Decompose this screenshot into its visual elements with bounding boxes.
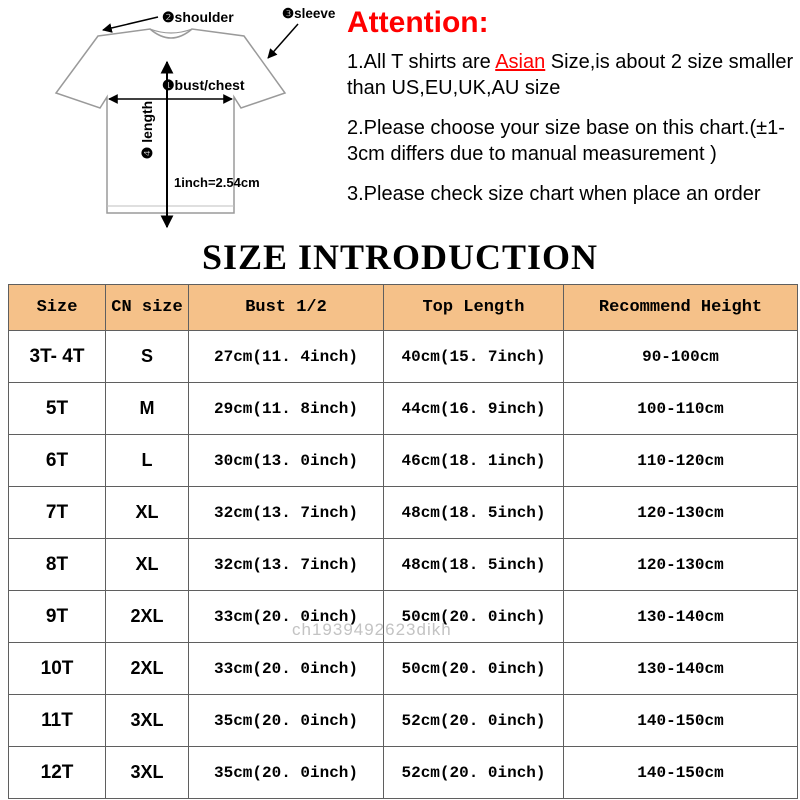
table-cell: 130-140cm [564,591,798,643]
size-table [8,284,798,799]
table-cell: 140-150cm [564,695,798,747]
table-cell: 7T [9,487,106,539]
table-cell: 140-150cm [564,747,798,799]
table-header-cell: CN size [106,285,189,331]
table-cell: 130-140cm [564,643,798,695]
table-cell: 10T [9,643,106,695]
table-cell: 2XL [106,591,189,643]
table-cell: 12T [9,747,106,799]
table-cell: 35cm(20. 0inch) [189,695,384,747]
table-cell: L [106,435,189,487]
table-cell: 52cm(20. 0inch) [384,695,564,747]
table-cell: 50cm(20. 0inch) [384,591,564,643]
table-cell: 2XL [106,643,189,695]
shoulder-label: ❷shoulder [162,9,234,25]
table-cell: XL [106,487,189,539]
table-cell: 9T [9,591,106,643]
table-cell: 110-120cm [564,435,798,487]
table-cell: M [106,383,189,435]
table-header-cell: Size [9,285,106,331]
conversion-note: 1inch=2.54cm [174,175,260,190]
table-header-cell: Bust 1/2 [189,285,384,331]
table-cell: 44cm(16. 9inch) [384,383,564,435]
length-label: ❹ length [139,100,155,160]
table-cell: 35cm(20. 0inch) [189,747,384,799]
sleeve-label: ❸sleeve [282,6,336,21]
table-row [9,695,798,747]
table-row [9,435,798,487]
table-cell: 6T [9,435,106,487]
bust-label: ❶bust/chest [162,77,245,93]
table-cell: 5T [9,383,106,435]
table-cell: 11T [9,695,106,747]
table-cell: 52cm(20. 0inch) [384,747,564,799]
table-cell: 100-110cm [564,383,798,435]
table-row [9,383,798,435]
table-cell: 3T- 4T [9,331,106,383]
attention-point-1-suffix: Size,is about 2 size smaller than US,EU,UK,AU size [347,51,794,99]
table-header-cell: Recommend Height [564,285,798,331]
attention-point-2: 2.Please choose your size base on this chart.(±1-3cm differs due to manual measurement ) [347,117,785,165]
asian-size-highlight: Asian [495,51,546,73]
table-header-row [9,285,798,331]
table-cell: 30cm(13. 0inch) [189,435,384,487]
table-header-cell: Top Length [384,285,564,331]
table-cell: 90-100cm [564,331,798,383]
table-cell: 32cm(13. 7inch) [189,539,384,591]
table-cell: S [106,331,189,383]
attention-point-1 [347,50,797,101]
table-cell: 48cm(18. 5inch) [384,539,564,591]
watermark-text: ch1939492623dikh [292,620,452,639]
table-cell: 33cm(20. 0inch) [189,591,384,643]
table-cell: 3XL [106,695,189,747]
table-cell: 46cm(18. 1inch) [384,435,564,487]
table-row [9,643,798,695]
table-cell: 120-130cm [564,487,798,539]
attention-point-3: 3.Please check size chart when place an order [347,183,761,206]
table-cell: XL [106,539,189,591]
table-row [9,591,798,643]
table-cell: 8T [9,539,106,591]
table-row [9,331,798,383]
table-cell: 3XL [106,747,189,799]
table-cell: 40cm(15. 7inch) [384,331,564,383]
attention-point-1-prefix: 1.All T shirts are [347,51,496,73]
attention-block [347,4,797,223]
tshirt-measurement-diagram [0,0,345,238]
table-row [9,487,798,539]
table-cell: 120-130cm [564,539,798,591]
table-cell: 50cm(20. 0inch) [384,643,564,695]
table-cell: 33cm(20. 0inch) [189,643,384,695]
table-row [9,539,798,591]
table-cell: 48cm(18. 5inch) [384,487,564,539]
tshirt-collar [150,29,192,33]
sleeve-arrow [268,24,298,58]
table-cell: 27cm(11. 4inch) [189,331,384,383]
attention-title: Attention: [347,6,489,39]
table-cell: 29cm(11. 8inch) [189,383,384,435]
table-row [9,747,798,799]
table-cell: 32cm(13. 7inch) [189,487,384,539]
size-introduction-title: SIZE INTRODUCTION [201,237,599,277]
shoulder-arrow [103,17,158,30]
size-table-body [9,331,798,799]
